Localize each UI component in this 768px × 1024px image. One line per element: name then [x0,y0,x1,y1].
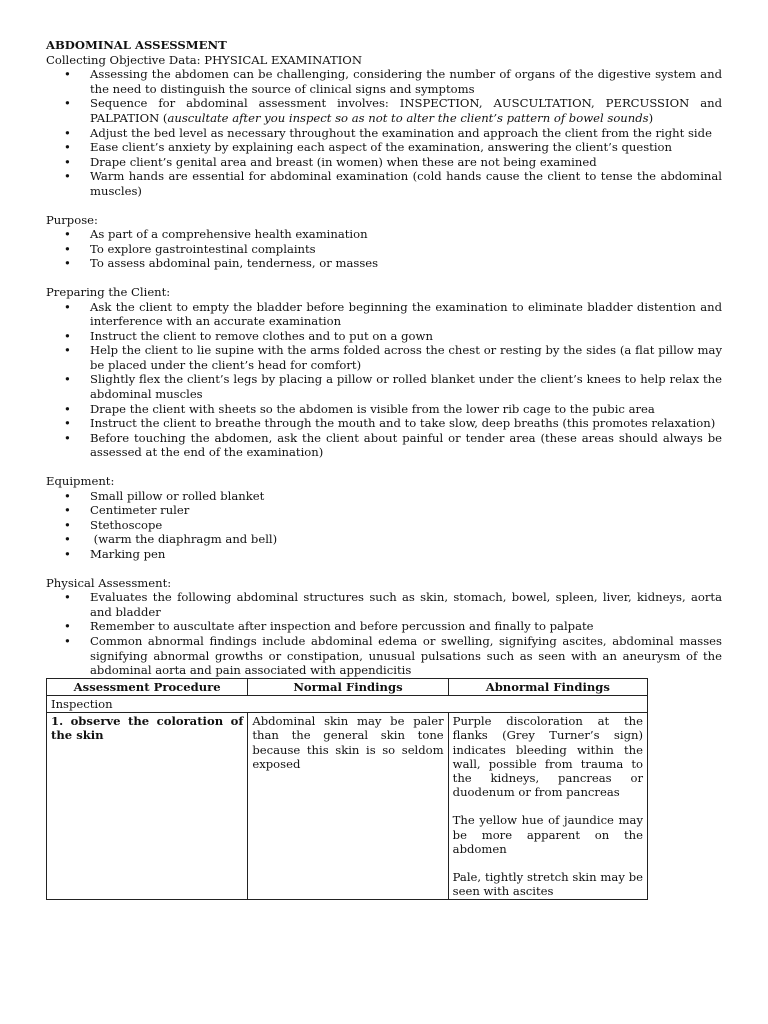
cell-abnormal [448,713,647,900]
table-row [47,713,648,900]
list-item: • Instruct the client to breathe through the mouth and to take slow, deep breaths (this promotes relaxation) [46,416,722,431]
list-item-sequence [46,96,722,125]
header-abnormal-findings: Abnormal Findings [448,678,647,695]
list-item: • Drape client’s genital area and breast (in women) when these are not being examined [46,155,722,170]
header-normal-findings: Normal Findings [248,678,448,695]
list-item: • (warm the diaphragm and bell) [46,532,722,547]
list-item: • Common abnormal findings include abdominal edema or swelling, signifying ascites, abdominal masses signifying abnormal growths or constipation, unusual pulsations such as seen with an aneurysm of the abdominal aorta and pain associated with appendicitis [46,634,722,678]
list-item: • Ease client’s anxiety by explaining each aspect of the examination, answering the client’s question [46,140,722,155]
equipment-list [46,489,722,562]
list-item: • Warm hands are essential for abdominal examination (cold hands cause the client to tense the abdominal muscles) [46,169,722,198]
header-assessment-procedure: Assessment Procedure [47,678,248,695]
list-item: • Before touching the abdomen, ask the client about painful or tender area (these areas should always be assessed at the end of the examination) [46,431,722,460]
purpose-list [46,227,722,271]
list-item: • Instruct the client to remove clothes and to put on a gown [46,329,722,344]
document-title: ABDOMINAL ASSESSMENT [46,38,227,52]
table-section-row [47,695,648,712]
assessment-table [46,678,648,901]
list-item: • To explore gastrointestinal complaints [46,242,722,257]
sequence-text: Sequence for abdominal assessment involves: INSPECTION, AUSCULTATION, PERCUSSION and PALPATION ( [90,96,722,125]
intro-list [46,67,722,198]
abnormal-paragraph: The yellow hue of jaundice may be more apparent on the abdomen [452,813,643,856]
list-item: • Drape the client with sheets so the abdomen is visible from the lower rib cage to the pubic area [46,402,722,417]
preparing-heading: Preparing the Client: [46,284,171,299]
list-item: • To assess abdominal pain, tenderness, or masses [46,256,722,271]
purpose-heading: Purpose: [46,212,98,227]
list-item: • Adjust the bed level as necessary throughout the examination and approach the client from the right side [46,126,722,141]
table-header-row [47,678,648,695]
physical-list [46,590,722,678]
abnormal-paragraph: Purple discoloration at the flanks (Grey Turner’s sign) indicates bleeding within the wall, possible from trauma to the kidneys, pancreas or duodenum or from pancreas [452,714,643,800]
equipment-heading: Equipment: [46,474,115,489]
physical-heading: Physical Assessment: [46,575,172,590]
list-item: • As part of a comprehensive health examination [46,227,722,242]
list-item: • Marking pen [46,547,722,562]
cell-normal: Abdominal skin may be paler than the general skin tone because this skin is so seldom exposed [248,713,448,900]
list-item: • Ask the client to empty the bladder before beginning the examination to eliminate bladder distention and interference with an accurate examination [46,300,722,329]
list-item: • Stethoscope [46,518,722,533]
list-item: • Remember to auscultate after inspection and before percussion and finally to palpate [46,619,722,634]
section-inspection: Inspection [47,695,648,712]
sequence-italic-note: auscultate after you inspect so as not to alter the client’s pattern of bowel sounds [167,110,649,125]
list-item: • Slightly flex the client’s legs by placing a pillow or rolled blanket under the client’s knees to help relax the abdominal muscles [46,372,722,401]
list-item: • Centimeter ruler [46,503,722,518]
list-item: • Small pillow or rolled blanket [46,489,722,504]
preparing-list [46,300,722,461]
cell-procedure: 1. observe the coloration of the skin [47,713,248,900]
list-item: • Evaluates the following abdominal structures such as skin, stomach, bowel, spleen, liver, kidneys, aorta and bladder [46,590,722,619]
list-item: • Help the client to lie supine with the arms folded across the chest or resting by the sides (a flat pillow may be placed under the client’s head for comfort) [46,343,722,372]
list-item: • Assessing the abdomen can be challenging, considering the number of organs of the digestive system and the need to distinguish the source of clinical signs and symptoms [46,67,722,96]
sequence-close: ) [648,110,654,125]
abnormal-paragraph: Pale, tightly stretch skin may be seen with ascites [452,869,643,899]
document-subtitle: Collecting Objective Data: PHYSICAL EXAMINATION [46,52,362,67]
